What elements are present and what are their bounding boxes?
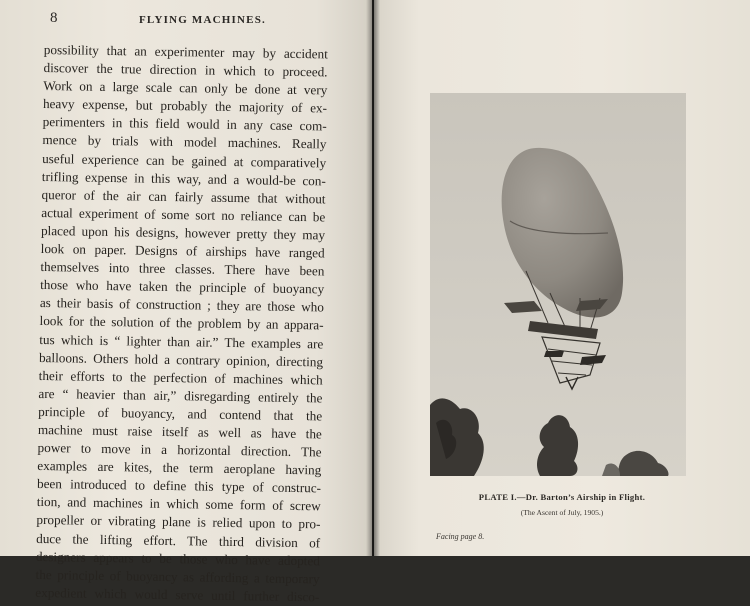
text-line: trifling expense in this way, and a would-be con- — [41, 168, 326, 189]
text-line: those who have taken the principle of buoyancy — [40, 277, 325, 297]
book-gutter — [366, 0, 380, 556]
facing-page-note: Facing page 8. — [436, 532, 485, 541]
text-line: placed upon his designs, however pretty they may — [40, 222, 326, 243]
text-line: designers appears to be those who have adopted — [35, 548, 320, 569]
text-line: been introduced to define this type of construc- — [36, 476, 322, 496]
text-line: themselves into three classes. There have been — [40, 259, 325, 279]
text-line: principle of buoyancy, and contend that the — [38, 403, 323, 424]
text-line: expedient which would serve until further disco- — [35, 584, 320, 605]
text-line: tion, and machines in which some form of screw — [36, 494, 321, 514]
text-line: look for the solution of the problem by an appara- — [39, 313, 324, 333]
plate-subcaption: (The Ascent of July, 1905.) — [520, 508, 604, 517]
plate-caption: PLATE I.—Dr. Barton’s Airship in Flight. — [478, 492, 646, 502]
plate-photograph — [430, 93, 686, 476]
text-line: discover the true direction in which to proceed. — [43, 60, 328, 80]
running-head: FLYING MACHINES. — [139, 14, 266, 26]
text-line: tus which is “ lighter than air.” The examples are — [39, 331, 324, 351]
text-line: actual experiment of some sort no reliance can be — [41, 204, 326, 225]
text-line: duce the lifting effort. The third division of — [36, 530, 321, 550]
text-line: Work on a large scale can only be done at very — [43, 78, 328, 98]
text-line: the principle of buoyancy as affording a temporary — [35, 566, 320, 587]
page-number: 8 — [50, 10, 58, 26]
text-line: examples are kites, the term aeroplane having — [37, 458, 322, 478]
text-line: perimenters in this field would in any case com- — [42, 114, 327, 134]
text-line: as their basis of construction ; they are those who — [39, 295, 324, 315]
text-line: possibility that an experimenter may by accident — [43, 41, 328, 62]
text-line: machine must raise itself as well as have the — [37, 421, 322, 442]
text-line: are “ heavier than air,” disregarding entirely the — [38, 385, 323, 406]
left-page — [0, 0, 372, 605]
text-line: mence by trials with model machines. Really — [42, 132, 327, 152]
text-line: heavy expense, but probably the majority of ex- — [42, 96, 328, 116]
airship-photo — [430, 93, 686, 476]
text-line: power to move in a horizontal direction. The — [37, 440, 322, 460]
body-text — [35, 41, 328, 606]
text-line: propeller or vibrating plane is relied upon to pro- — [36, 512, 321, 532]
text-line: look on paper. Designs of airships have ranged — [40, 241, 325, 261]
text-line: queror of the air can fairly assume that without — [41, 186, 326, 207]
text-line: their efforts to the perfection of machines which — [38, 367, 323, 388]
text-line: useful experience can be gained at comparatively — [42, 150, 327, 171]
text-line: balloons. Others hold a contrary opinion, directing — [38, 349, 324, 370]
